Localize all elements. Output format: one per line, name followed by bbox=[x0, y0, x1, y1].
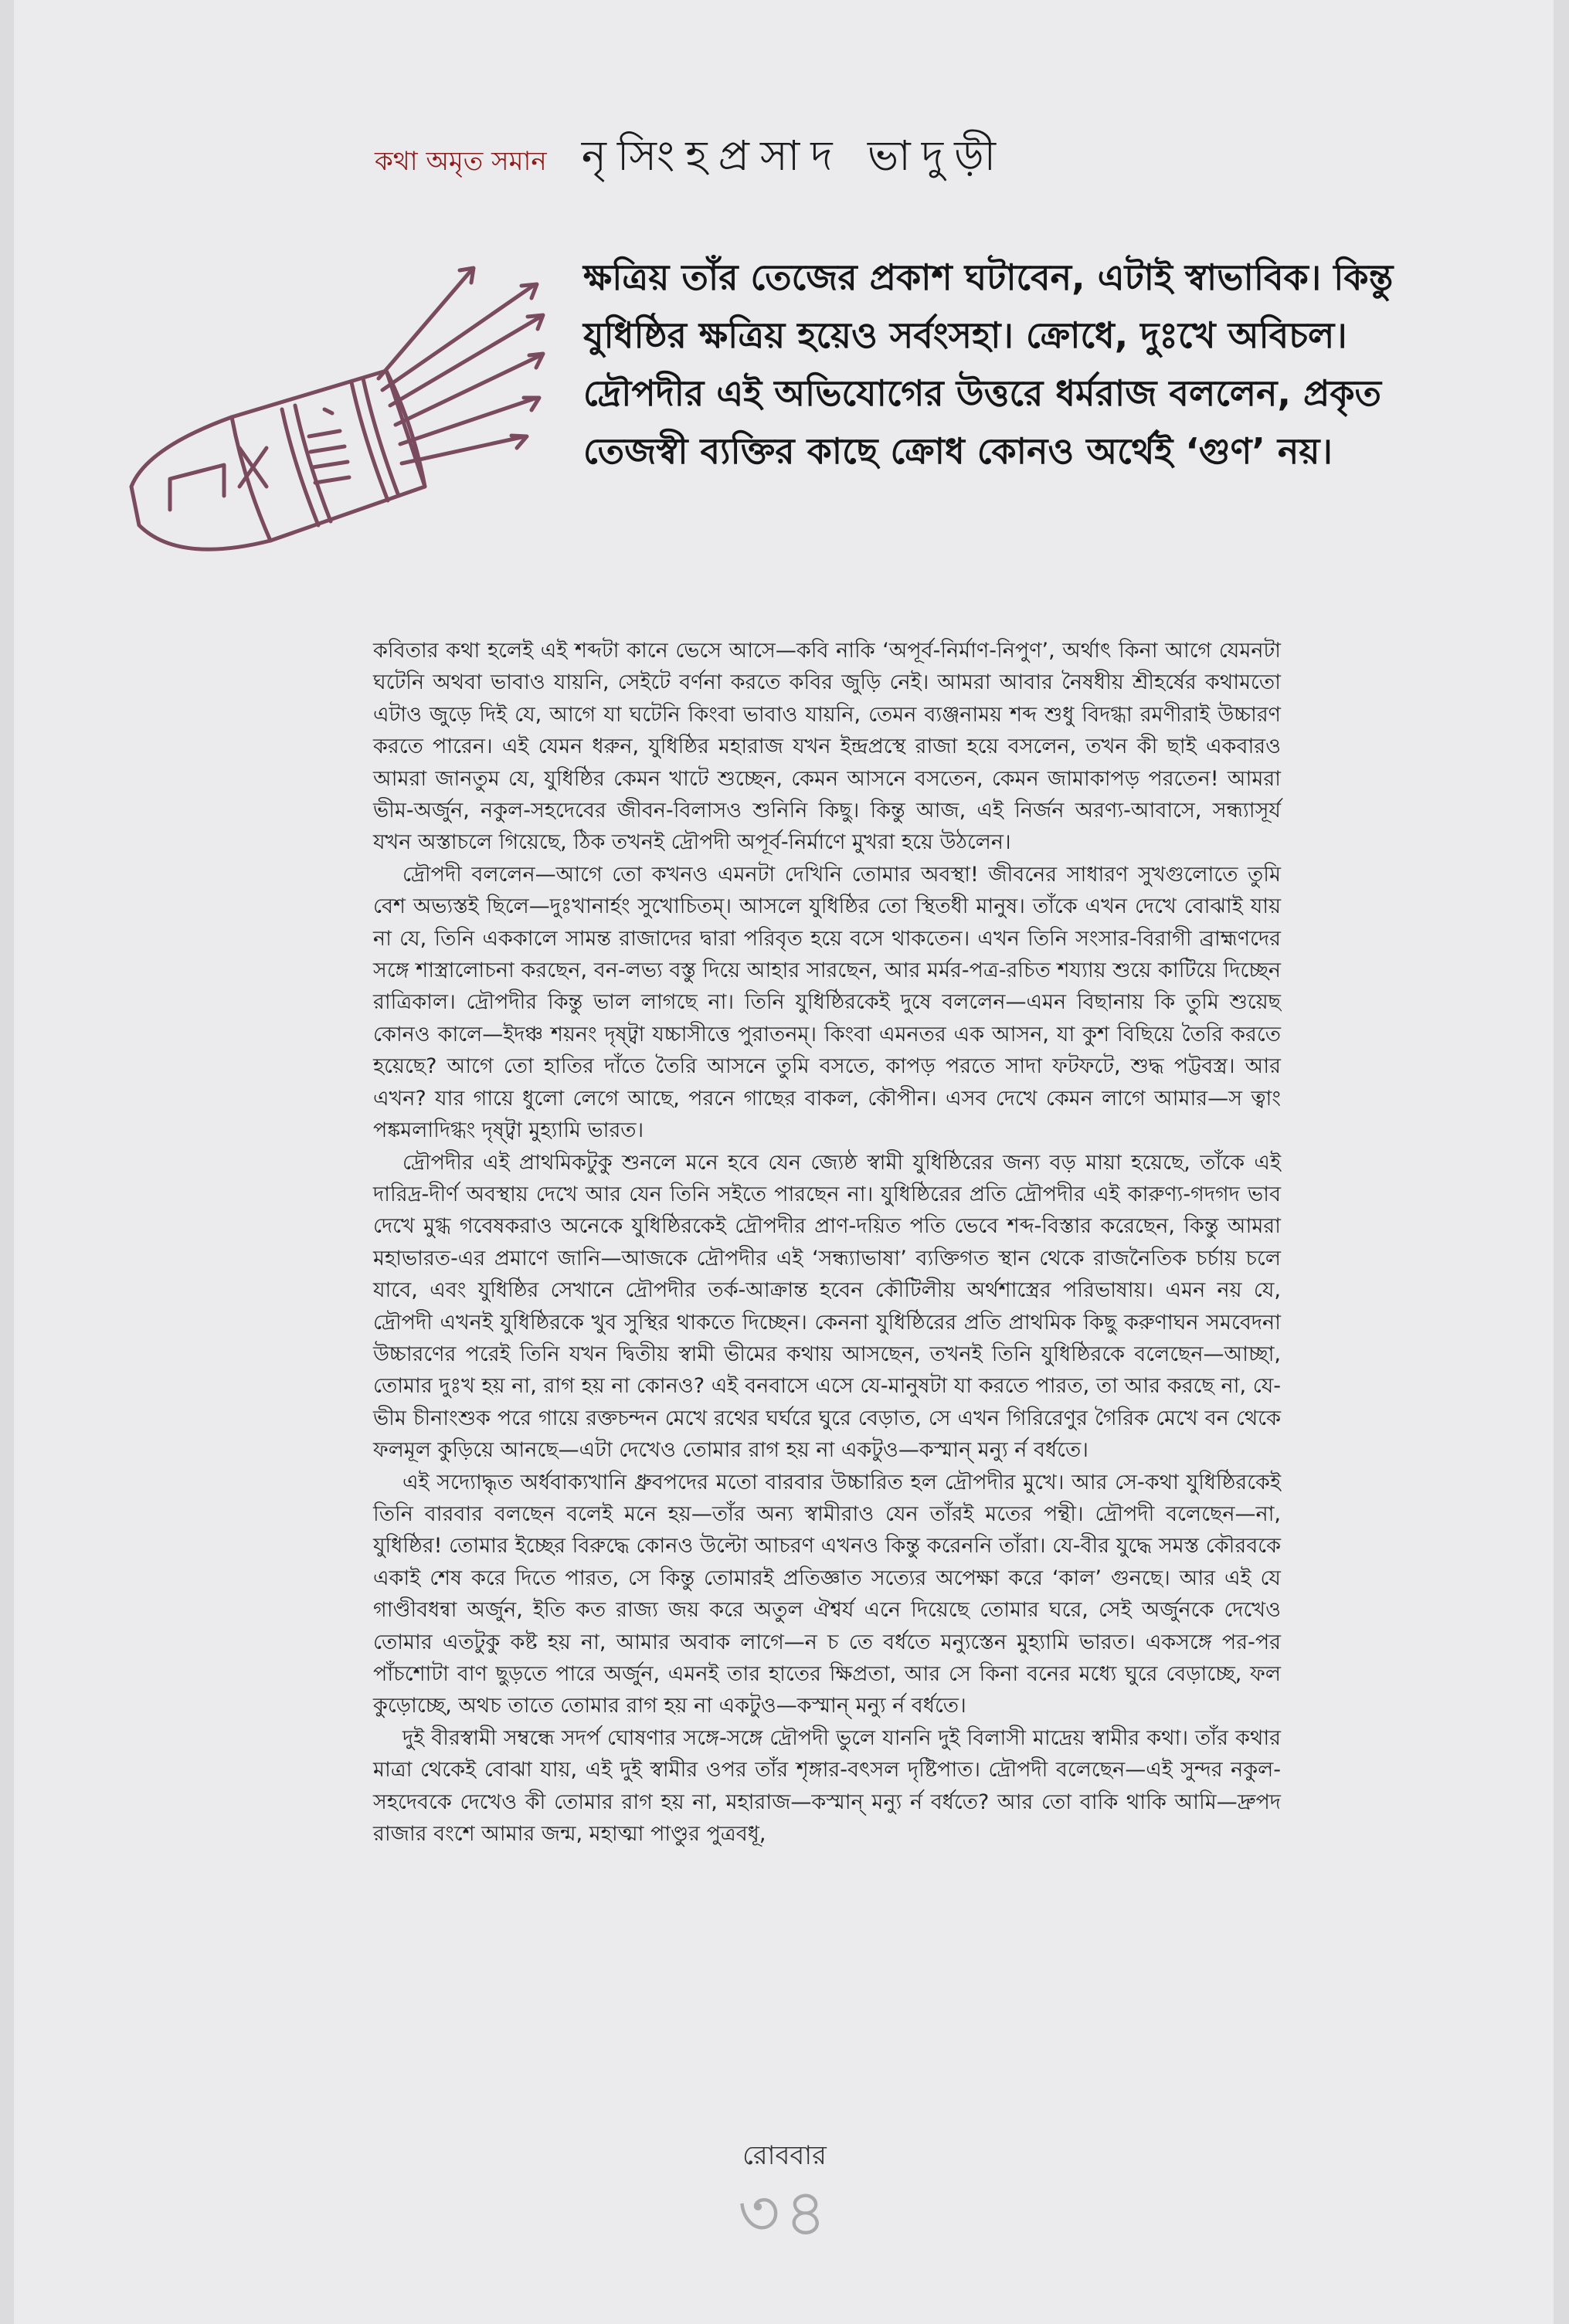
paragraph: এই সদ্যোদ্ধৃত অর্ধবাক্যখানি ধ্রুবপদের মতো বারবার উচ্চারিত হল দ্রৌপদীর মুখে। আর সে-কথা যুধিষ্ঠিরকেই তিনি বারবার বলছেন বলেই মনে হয়—তাঁর অন্য স্বামীরাও যেন তাঁরই মতের পন্থী। দ্রৌপদী বলেছেন—না, যুধিষ্ঠির! তোমার ইচ্ছের বিরুদ্ধে কোনও উল্টো আচরণ এখনও কিন্তু করেননি তাঁরা। যে-বীর যুদ্ধে সমস্ত কৌরবকে একাই শেষ করে দিতে পারত, সে কিন্তু তোমারই প্রতিজ্ঞাত সত্যের অপেক্ষা করে ‘কাল’ গুনছে। আর এই যে গাণ্ডীবধন্বা অর্জুন, ইতি কত রাজ্য জয় করে অতুল ঐশ্বর্য এনে দিয়েছে তোমার ঘরে, সেই অর্জুনকে দেখেও তোমার এতটুকু কষ্ট হয় না, আমার অবাক লাগে—ন চ তে বর্ধতে মন্যুস্তেন মুহ্যামি ভারত। একসঙ্গে পর-পর পাঁচশোটা বাণ ছুড়তে পারে অর্জুন, এমনই তার হাতের ক্ষিপ্রতা, আর সে কিনা বনের মধ্যে ঘুরে বেড়াচ্ছে, ফল কুড়োচ্ছে, অথচ তাতে তোমার রাগ হয় না একটুও—কস্মান্ মন্যু র্ন বর্ধতে। bbox=[373, 1470, 1281, 1718]
paragraph: দ্রৌপদী বললেন—আগে তো কখনও এমনটা দেখিনি তোমার অবস্থা! জীবনের সাধারণ সুখগুলোতে তুমি বেশ অভ্যস্তই ছিলে—দুঃখানার্হং সুখোচিতম্। আসলে যুধিষ্ঠির তো স্থিতধী মানুষ। তাঁকে এখন দেখে বোঝাই যায় না যে, তিনি এককালে সামন্ত রাজাদের দ্বারা পরিবৃত হয়ে বসে থাকতেন। এখন তিনি সংসার-বিরাগী ব্রাহ্মণদের সঙ্গে শাস্ত্রালোচনা করছেন, বন-লভ্য বস্তু দিয়ে আহার সারছেন, আর মর্মর-পত্র-রচিত শয্যায় শুয়ে কাটিয়ে দিচ্ছেন রাত্রিকাল। দ্রৌপদীর কিন্তু ভাল লাগছে না। তিনি যুধিষ্ঠিরকেই দুষে বললেন—এমন বিছানায় কি তুমি শুয়েছ কোনও কালে—ইদঞ্চ শয়নং দৃষ্ট্বা যচ্চাসীত্তে পুরাতনম্। কিংবা এমনতর এক আসন, যা কুশ বিছিয়ে তৈরি করতে হয়েছে? আগে তো হাতির দাঁতে তৈরি আসনে তুমি বসতে, কাপড় পরতে সাদা ফটফটে, শুদ্ধ পট্টবস্ত্র। আর এখন? যার গায়ে ধুলো লেগে আছে, পরনে গাছের বাকল, কৌপীন। এসব দেখে কেমন লাগে আমার—স ত্বাং পঙ্কমলাদিগ্ধং দৃষ্ট্বা মুহ্যামি ভারত। bbox=[373, 862, 1281, 1143]
pull-quote: ক্ষত্রিয় তাঁর তেজের প্রকাশ ঘটাবেন, এটাই স্বাভাবিক। কিন্তু যুধিষ্ঠির ক্ষত্রিয় হয়েও সর্বংসহা। ক্রোধে, দুঃখে অবিচল। দ্রৌপদীর এই অভিযোগের উত্তরে ধর্মরাজ বললেন, প্রকৃত তেজস্বী ব্যক্তির কাছে ক্রোধ কোনও অর্থেই ‘গুণ’ নয়। bbox=[583, 256, 1394, 472]
paragraph: দ্রৌপদীর এই প্রাথমিকটুকু শুনলে মনে হবে যেন জ্যেষ্ঠ স্বামী যুধিষ্ঠিরের জন্য বড় মায়া হয়েছে, তাঁকে এই দারিদ্র-দীর্ণ অবস্থায় দেখে আর যেন তিনি সইতে পারছেন না। যুধিষ্ঠিরের প্রতি দ্রৌপদীর এই কারুণ্য-গদগদ ভাব দেখে মুগ্ধ গবেষকরাও অনেকে যুধিষ্ঠিরকেই দ্রৌপদীর প্রাণ-দয়িত পতি ভেবে শব্দ-বিস্তার করেছেন, কিন্তু আমরা মহাভারত-এর প্রমাণে জানি—আজকে দ্রৌপদীর এই ‘সন্ধ্যাভাষা’ ব্যক্তিগত স্থান থেকে রাজনৈতিক চর্চায় চলে যাবে, এবং যুধিষ্ঠির সেখানে দ্রৌপদীর তর্ক-আক্রান্ত হবেন কৌটিলীয় অর্থশাস্ত্রের পরিভাষায়। এমন নয় যে, দ্রৌপদী এখনই যুধিষ্ঠিরকে খুব সুস্থির থাকতে দিচ্ছেন। কেননা যুধিষ্ঠিরের প্রতি প্রাথমিক কিছু করুণাঘন সমবেদনা উচ্চারণের পরেই তিনি যখন দ্বিতীয় স্বামী ভীমের কথায় আসছেন, তখনই তিনি যুধিষ্ঠিরকে বলেছেন—আচ্ছা, তোমার দুঃখ হয় না, রাগ হয় না কোনও? এই বনবাসে এসে যে-মানুষটা যা করতে পারত, তা আর করছে না, যে-ভীম চীনাংশুক পরে গায়ে রক্তচন্দন মেখে রথের ঘর্ঘরে ঘুরে বেড়াত, সে এখন গিরিরেণুর গৈরিক মেখে বন থেকে ফলমূল কুড়িয়ে আনছে—এটা দেখেও তোমার রাগ হয় না একটুও—কস্মান্ মন্যু র্ন বর্ধতে। bbox=[373, 1150, 1281, 1463]
series-title: কথা অমৃত সমান bbox=[375, 146, 547, 177]
paragraph: দুই বীরস্বামী সম্বন্ধে সদর্প ঘোষণার সঙ্গে-সঙ্গে দ্রৌপদী ভুলে যাননি দুই বিলাসী মাদ্রেয় স্বামীর কথা। তাঁর কথার মাত্রা থেকেই বোঝা যায়, এই দুই স্বামীর ওপর তাঁর শৃঙ্গার-বৎসল দৃষ্টিপাত। দ্রৌপদী বলেছেন—এই সুন্দর নকুল-সহদেবকে দেখেও কী তোমার রাগ হয় না, মহারাজ—কস্মান্ মন্যু র্ন বর্ধতে? আর তো বাকি থাকি আমি—দ্রুপদ রাজার বংশে আমার জন্ম, মহাত্মা পাণ্ডুর পুত্রবধূ, bbox=[373, 1725, 1281, 1847]
article-body bbox=[373, 635, 1281, 1850]
paragraph: কবিতার কথা হলেই এই শব্দটা কানে ভেসে আসে—কবি নাকি ‘অপূর্ব-নির্মাণ-নিপুণ’, অর্থাৎ কিনা আগে যেমনটা ঘটেনি অথবা ভাবাও যায়নি, সেইটে বর্ণনা করতে কবির জুড়ি নেই। আমরা আবার নৈষধীয় শ্রীহর্ষের কথামতো এটাও জুড়ে দিই যে, আগে যা ঘটেনি কিংবা ভাবাও যায়নি, তেমন ব্যঞ্জনাময় শব্দ শুধু বিদগ্ধা রমণীরাই উচ্চারণ করতে পারেন। এই যেমন ধরুন, যুধিষ্ঠির মহারাজ যখন ইন্দ্রপ্রস্থে রাজা হয়ে বসলেন, তখন কী ছাই একবারও আমরা জানতুম যে, যুধিষ্ঠির কেমন খাটে শুচ্ছেন, কেমন আসনে বসতেন, কেমন জামাকাপড় পরতেন! আমরা ভীম-অর্জুন, নকুল-সহদেবের জীবন-বিলাসও শুনিনি কিছু। কিন্তু আজ, এই নির্জন অরণ্য-আবাসে, সন্ধ্যাসূর্য যখন অস্তাচলে গিয়েছে, ঠিক তখনই দ্রৌপদী অপূর্ব-নির্মাণে মুখরা হয়ে উঠলেন। bbox=[373, 639, 1281, 855]
author-name: নৃসিংহপ্রসাদ ভাদুড়ী bbox=[581, 131, 1007, 180]
column-header bbox=[375, 124, 1007, 193]
magazine-name: রোববার bbox=[742, 2140, 827, 2171]
page-number: ৩৪ bbox=[737, 2175, 832, 2251]
quiver-with-arrows-icon bbox=[116, 255, 548, 579]
